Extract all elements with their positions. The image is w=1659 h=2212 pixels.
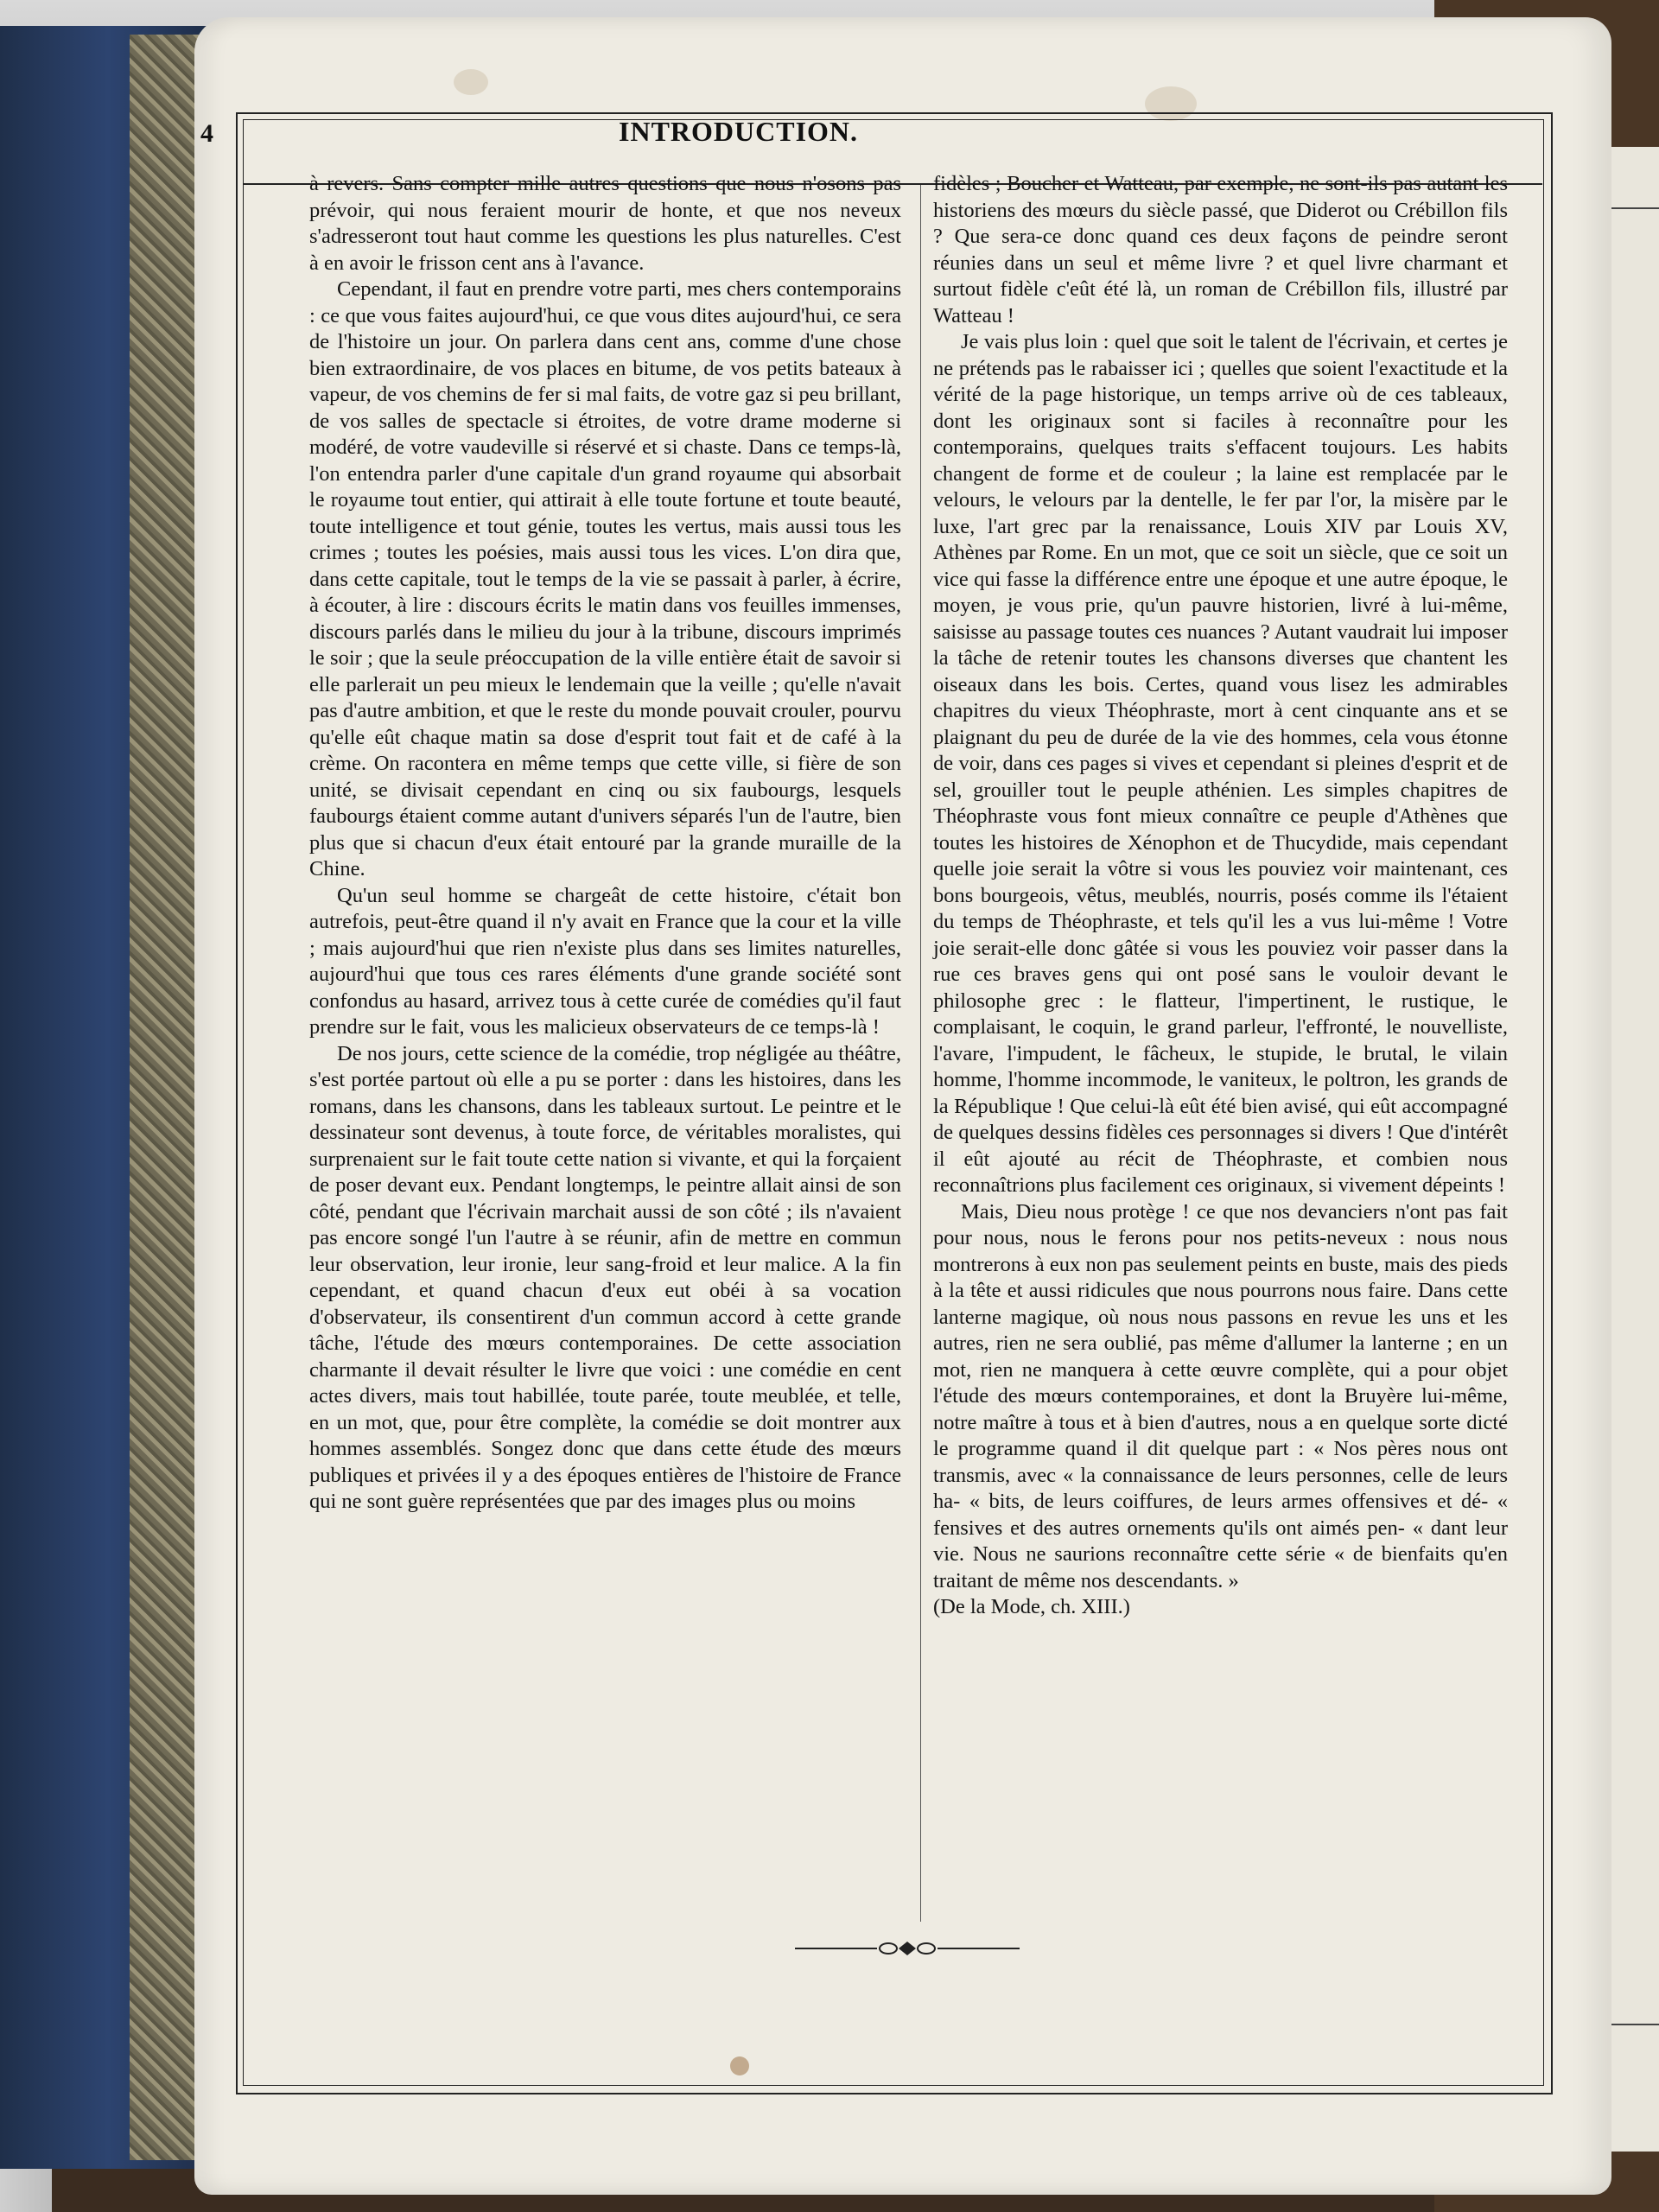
right-column bbox=[933, 171, 1508, 1621]
paragraph: Je vais plus loin : quel que soit le talent de l'écrivain, et certes je ne prétends pas le rabaisser ici ; quelles que soient l'exactitude et la vérité de la page historique, un temps arrive où de ces tableaux, dont les originaux sont si faciles à reconnaître pour les contemporains, quelques traits s'effacent toujours. Les habits changent de forme et de couleur ; la laine est remplacée par le velours, le velours par la dentelle, le fer par l'or, la misère par le luxe, l'art grec par la renaissance, Louis XIV par Louis XV, Athènes par Rome. En un mot, que ce soit un siècle, que ce soit un vice qui fasse la différence entre une époque et une autre époque, le moyen, je vous prie, qu'un pauvre historien, livré à lui-même, saisisse au passage toutes ces nuances ? Autant vaudrait lui imposer la tâche de retenir toutes les chansons diverses que chantent les oiseaux dans les bois. Certes, quand vous lisez les admirables chapitres du vieux Théophraste, mort à cent cinquante ans et se plaignant du peu de durée de la vie des hommes, cela vous étonne de voir, dans ces pages si vives et cependant si pleines d'esprit et de sel, grouiller tout le peuple athénien. Les simples chapitres de Théophraste vous font mieux connaître ce peuple d'Athènes que toutes les histoires de Xénophon et de Thucydide, mais cependant quelle joie serait la vôtre si vous les pouviez voir maintenant, ces bons bourgeois, vêtus, meublés, nourris, posés comme ils l'étaient du temps de Théophraste, et tels qu'il les a vus lui-même ! Votre joie serait-elle donc gâtée si vous les pouviez voir passer dans la rue ces braves gens qui ont posé sans le vouloir devant le philosophe grec : le flatteur, l'impertinent, le rustique, le complaisant, le coquin, le grand parleur, l'effronté, le nouvelliste, l'avare, l'impudent, le fâcheux, le stupide, le brutal, le vilain homme, l'homme incommode, le vaniteux, le poltron, les grands de la République ! Que celui-là eût été bien avisé, qui eût accompagné de quelques dessins fidèles ces personnages si divers ! Que d'intérêt il eût ajouté au récit de Théophraste, et combien nous reconnaîtrions plus facilement ces originaux, si vivement dépeints ! bbox=[933, 330, 1508, 1197]
paragraph: Qu'un seul homme se chargeât de cette histoire, c'était bon autrefois, peut-être quand il n'y avait en France que la cour et la ville ; mais aujourd'hui que rien n'existe plus dans ses limites naturelles, aujourd'hui que tous ces rares éléments d'une grande société sont confondus au hasard, arrivez tous à cette curée de comédies qu'il faut prendre sur le fait, vous les malicieux observateurs de ce temps-là ! bbox=[309, 883, 901, 1039]
left-column bbox=[309, 171, 901, 1516]
citation: (De la Mode, ch. XIII.) bbox=[933, 1595, 1130, 1618]
stain bbox=[454, 69, 488, 95]
paragraph: à revers. Sans compter mille autres questions que nous n'osons pas prévoir, qui nous feraient mourir de honte, et que nos neveux s'adresseront tout haut comme les questions les plus naturelles. C'est à en avoir le frisson cent ans à l'avance. bbox=[309, 172, 901, 275]
ornament-divider-icon bbox=[795, 1936, 1020, 1961]
page-title: INTRODUCTION. bbox=[619, 116, 859, 147]
page-number: 4 bbox=[200, 119, 213, 148]
paragraph: Mais, Dieu nous protège ! ce que nos devanciers n'ont pas fait pour nous, nous le ferons pour nos petits-neveux : nous nous montrerons à eux non pas seulement peints en buste, mais des pieds à la tête et aussi ridicules que nous pourrons nous faire. Dans cette lanterne magique, où nous nous passons en revue les uns et les autres, rien ne sera oublié, pas même d'allumer la lanterne ; en un mot, rien ne manquera à cette œuvre complète, qui a pour objet l'étude des mœurs contemporaines, et dont la Bruyère lui-même, notre maître à tous et à bien d'autres, nous a en quelque sorte dicté le programme quand il dit quelque part : « Nos pères nous ont transmis, avec « la connaissance de leurs personnes, celle de leurs ha- « bits, de leurs coiffures, de leurs armes offensives et dé- « fensives et des autres ornements qu'ils ont aimés pen- « dant leur vie. Nous ne saurions reconnaître cette série « de bienfaits qu'en traitant de même nos descendants. » bbox=[933, 1199, 1508, 1592]
paragraph: De nos jours, cette science de la comédie, trop négligée au théâtre, s'est portée partout où elle a pu se porter : dans les histoires, dans les romans, dans les chansons, dans les tableaux surtout. Le peintre et le dessinateur sont devenus, à toute force, de véritables moralistes, qui surprenaient sur le fait toute cette nation si vivante, et qui la forçaient de poser devant eux. Pendant longtemps, le peintre allait ainsi de son côté, pendant que l'écrivain marchait aussi de son côté ; ils n'avaient pas encore songé l'un l'autre à se réunir, afin de mettre en commun leur observation, leur ironie, leur sang-froid et leur malice. A la fin cependant, et quand chacun d'eux eut obéi à sa vocation d'observateur, ils consentirent d'un commun accord à cette grande tâche, l'étude des mœurs contemporaines. De cette association charmante il devait résulter le livre que voici : une comédie en cent actes divers, mais tout habillée, toute parée, toute meublée, et telle, en un mot, que, pour être complète, la comédie se doit montrer aux hommes assemblés. Songez donc que dans cette étude des mœurs publiques et privées il y a des époques entières de l'histoire de France qui ne sont guère représentées que par des images plus ou moins bbox=[309, 1041, 901, 1513]
paragraph: Cependant, il faut en prendre votre parti, mes chers contemporains : ce que vous faites aujourd'hui, ce que vous dites aujourd'hui, ce sera de l'histoire un jour. On parlera dans cent ans, comme d'une chose bien extraordinaire, de vos places en bitume, de vos petits bateaux à vapeur, de vos chemins de fer si mal faits, de votre gaz si peu brillant, de vos salles de spectacle si étroites, de votre drame moderne si modéré, de votre vaudeville si réservé et si chaste. Dans ce temps-là, l'on entendra parler d'une capitale d'un grand royaume qui absorbait le royaume tout entier, qui attirait à elle toute fortune et toute beauté, toute intelligence et tout génie, toutes les vertus, mais aussi tous les crimes ; toutes les poésies, mais aussi tous les vices. L'on dira que, dans cette capitale, tout le temps de la vie se passait à parler, à écrire, à écouter, à lire : discours écrits le matin dans vos feuilles immenses, discours parlés dans le milieu du jour à la tribune, discours imprimés le soir ; que la seule préoccupation de la ville entière était de savoir si elle parlerait un peu mieux le lendemain que la veille ; qu'elle n'avait pas d'autre ambition, et que le reste du monde pouvait crouler, pourvu qu'elle eût chaque matin sa dose d'esprit tout fait et de café à la crème. On racontera en même temps que cette ville, si fière de son unité, se divisait cependant en cinq ou six faubourgs, lesquels faubourgs étaient comme autant d'univers séparés l'un de l'autre, bien plus que si chacun d'eux était entouré par la grande muraille de la Chine. bbox=[309, 277, 901, 880]
paragraph: fidèles ; Boucher et Watteau, par exemple, ne sont-ils pas autant les historiens des mœurs du siècle passé, que Diderot ou Crébillon fils ? Que sera-ce donc quand ces deux façons de peindre seront réunies dans un seul et même livre ? et quel livre charmant et surtout fidèle c'eût été là, un roman de Crébillon fils, illustré par Watteau ! bbox=[933, 172, 1508, 327]
column-rule bbox=[920, 185, 921, 1922]
